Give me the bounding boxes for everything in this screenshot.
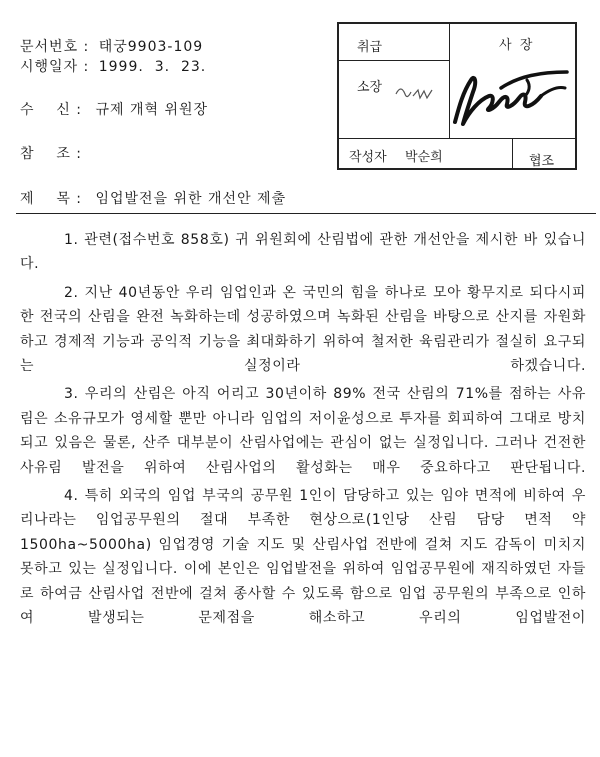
- subject-label: 제 목 :: [20, 191, 83, 207]
- issue-date-label: 시행일자 :: [20, 59, 90, 75]
- author-label: 작성자: [349, 150, 387, 165]
- handling-label: 취급: [357, 40, 383, 55]
- approval-divider: [339, 138, 575, 139]
- cooperation-label: 협조: [529, 154, 555, 169]
- subject-line: [20, 188, 286, 208]
- director-label: 소장: [357, 80, 383, 95]
- paragraph-4: 4. 특히 외국의 임업 부국의 공무원 1인이 담당하고 있는 임야 면적에 비하여 우리나라는 임업공무원의 절대 부족한 현상으로(1인당 산림 담당 면적 약 1500ha~5000ha) 임업경영 기술 지도 및 산림사업 전반에 걸쳐 지도 감독이 미치지 못하고 있는 실정입니다. 이에 본인은 임업발전을 위하여 임업공무원에 재직하였던 자들로 하여금 산림사업 전반에 걸쳐 종사할 수 있도록 함으로 임업 공무원의 부족으로 인하여 발생되는 문제점을 해소하고 우리의 임업발전이: [20, 488, 586, 627]
- header-divider: [16, 213, 596, 214]
- document-body: [20, 228, 586, 635]
- issue-date-line: [20, 56, 206, 76]
- author-name: 박순희: [405, 150, 443, 165]
- doc-number-value: 태궁9903-109: [98, 39, 204, 55]
- issue-date-value: 1999. 3. 23.: [98, 59, 207, 75]
- paragraph-1: 1. 관련(접수번호 858호) 귀 위원회에 산림법에 관한 개선안을 제시한 바 있습니다.: [20, 232, 586, 273]
- doc-number-line: [20, 36, 203, 56]
- recipient-value: 규제 개혁 위원장: [95, 102, 209, 118]
- ceo-signature: [449, 52, 571, 132]
- recipient-line: [20, 99, 208, 119]
- paragraph-2: 2. 지난 40년동안 우리 임업인과 온 국민의 힘을 하나로 모아 황무지로 되다시피 한 전국의 산림을 완전 녹화하는데 성공하였으며 녹화된 산림을 바탕으로 산지를 자원화하고 경제적 기능과 공익적 기능을 최대화하기 위하여 철저한 육림관리가 절실히 요구되는 실정이라 하겠습니다.: [20, 284, 586, 375]
- initials-mark: [393, 80, 437, 106]
- recipient-label: 수 신 :: [20, 102, 83, 118]
- paragraph-3: 3. 우리의 산림은 아직 어리고 30년이하 89% 전국 산림의 71%를 점하는 사유림은 소유규모가 영세할 뿐만 아니라 임업의 저이윤성으로 투자를 회피하여 그대로 방치되고 있음은 물론, 산주 대부분이 산림사업에는 관심이 없는 실정입니다. 그러나 건전한 사유림 발전을 위하여 산림사업의 활성화는 매우 중요하다고 판단됩니다.: [20, 386, 586, 476]
- subject-value: 임업발전을 위한 개선안 제출: [95, 191, 287, 207]
- reference-label: 참 조 :: [20, 146, 83, 162]
- doc-number-label: 문서번호 :: [20, 39, 90, 55]
- ceo-label: 사 장: [499, 38, 533, 53]
- approval-divider: [339, 60, 449, 61]
- approval-divider: [512, 138, 513, 169]
- approval-box: [337, 22, 577, 170]
- reference-line: [20, 143, 90, 163]
